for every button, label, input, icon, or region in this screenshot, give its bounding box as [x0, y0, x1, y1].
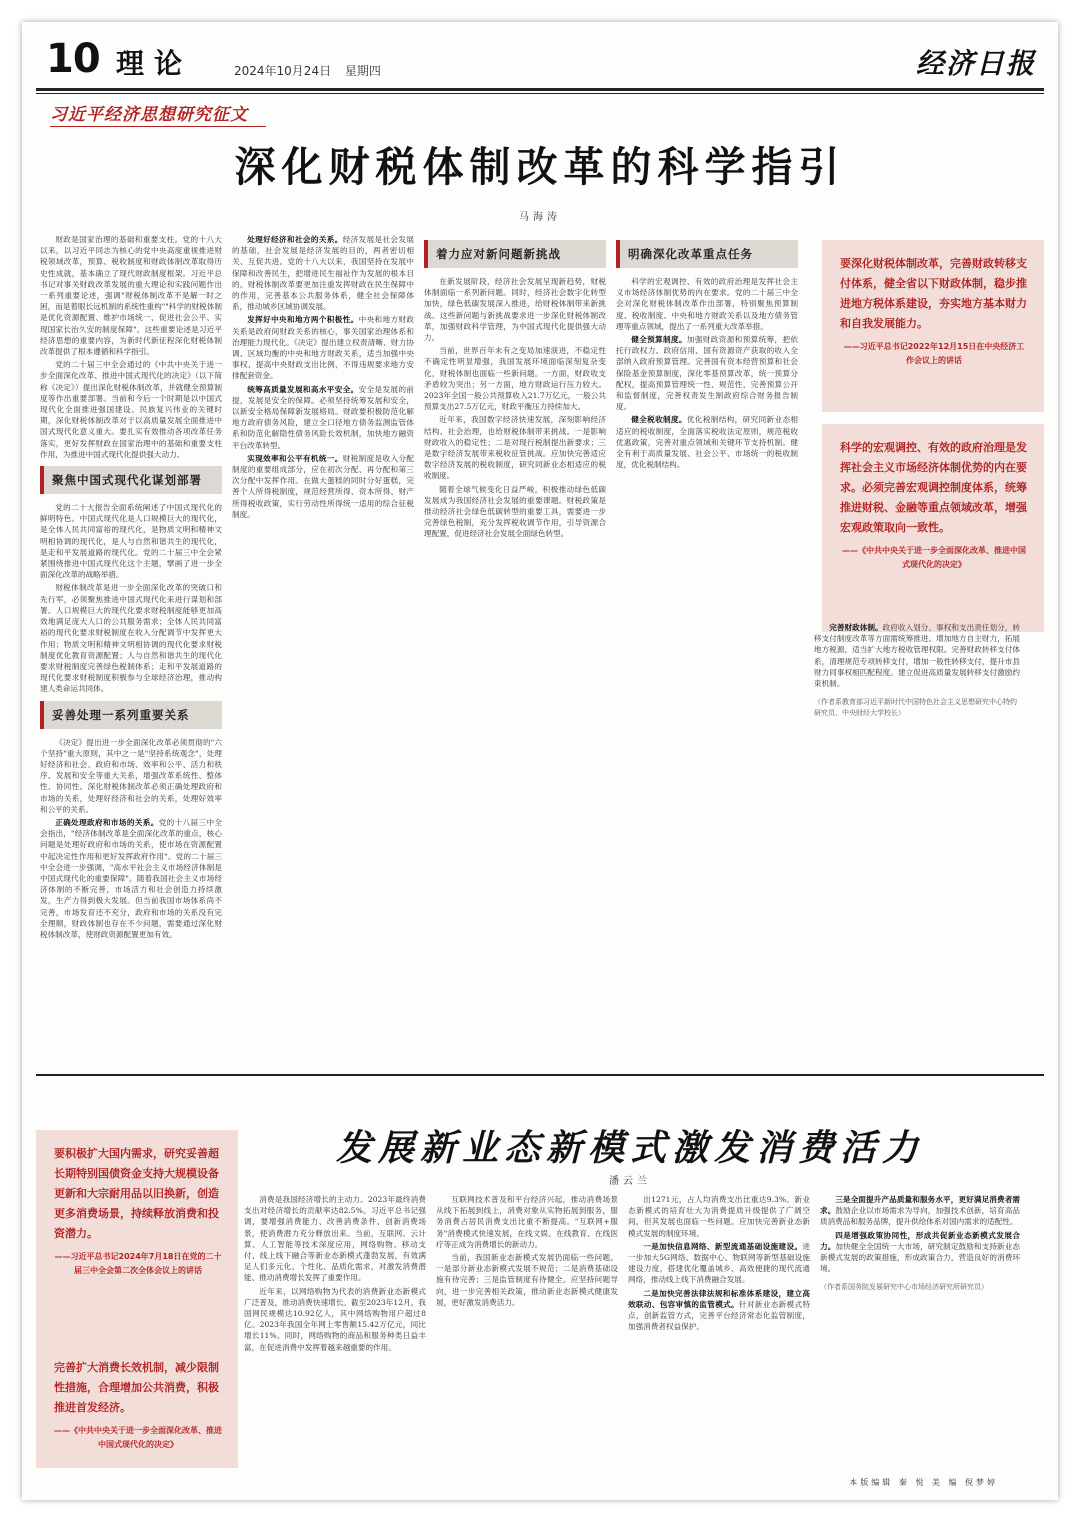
- article1-s2-bold3: 发挥好中央和地方两个积极性。: [247, 315, 359, 325]
- article2-text3: 互联网技术普及和平台经济兴起，推动消费场景从线下拓展到线上，消费对象从实物拓展到服务，服务消费占居民消费支出比重不断提高。"互联网+服务"消费模式快速发展，在线文娱、在线教育、在线医疗等正成为消费增长的新动力。: [436, 1195, 618, 1249]
- article1-column-3: [424, 234, 606, 1064]
- article2-bold1: 一是加快信息网络、新型流通基础设施建设。: [643, 1241, 803, 1251]
- article2-quote-1-text: 要积极扩大国内需求，研究妥善超长期特别国债资金支持大规模设备更新和大宗耐用品以旧换新，创造更多消费场景，持续释放消费和投资潜力。: [54, 1147, 219, 1240]
- article1-s2-text4: 经济发展是社会发展的基础，社会发展是经济发展的目的，两者密切相关、互促共进。党的十八大以来，我国坚持在发展中保障和改善民生，把增进民生福祉作为发展的根本目的。财税体制改革要更加注重发挥财政在民生保障中的作用，完善基本公共服务体系，健全社会保障体系，推动城乡区域协调发展。: [232, 235, 414, 312]
- dateline: [234, 62, 391, 79]
- article1-s2-bold5: 实现效率和公平有机统一。: [247, 453, 343, 463]
- article2-bold2: 二是加快完善法律法规和标准体系建设，建立高效联动、包容审慎的监管模式。: [628, 1288, 810, 1309]
- issue-weekday: 星期四: [344, 64, 381, 78]
- article2-text1: 消费是我国经济增长的主动力。2023年最终消费支出对经济增长的贡献率达82.5%。习近平总书记强调，要增强消费能力、改善消费条件、创新消费场景，使消费潜力充分释放出来。当前，互联网、云计算、人工智能等技术深度应用，网络购物、移动支付、线上线下融合等新业态新模式蓬勃发展，有效满足人们多元化、个性化、品质化需求，对激发消费潜能、推动消费增长发挥了重要作用。: [244, 1195, 426, 1283]
- article2-text7: 出1271元，占人均消费支出比重达9.3%。新业态新模式的培育壮大为消费提质升级提供了广阔空间，但其发展也面临一些问题。应加快完善新业态新模式发展的制度环境。: [628, 1195, 810, 1238]
- article1-s4-text2: 加强财政资源和预算统筹，把依托行政权力、政府信用、国有资源资产获取的收入全部纳入政府预算管理。完善国有资本经营预算和社会保险基金预算制度，深化零基预算改革，统一预算分配权，提高预算管理统一性、规范性，完善预算公开和监督制度，完善权责发生制政府综合财务报告制度。: [616, 335, 798, 412]
- article1-s2-text3: 党的十八届三中全会指出，"经济体制改革是全面深化改革的重点，核心问题是处理好政府和市场的关系，使市场在资源配置中起决定性作用和更好发挥政府作用"。党的二十届三中全会进一步强调，"高水平社会主义市场经济体制是中国式现代化的重要保障"。随着我国社会主义市场经济体制的不断完善，市场活力和社会创造力持续激发，生产力得到极大发展。但当前我国市场体系尚不完善，市场发育还不充分，政府和市场的关系没有完全理顺，财政体制也存在不少问题，需要通过深化财税体制改革，使财政资源配置更加有效。: [40, 817, 222, 939]
- masthead-rule-thin: [36, 93, 1044, 94]
- article1-subhead-4: 明确深化改革重点任务: [616, 240, 798, 268]
- article1-column-2: [232, 234, 414, 1064]
- article1-quote-1-source: ——习近平总书记2022年12月15日在中央经济工作会议上的讲话: [843, 342, 1025, 365]
- masthead: [36, 36, 1044, 92]
- article2-quote-2-source: ——《中共中央关于进一步全面深化改革、推进中国式现代化的决定》: [54, 1426, 222, 1449]
- article2-author-note: （作者系国务院发展研究中心市场经济研究所研究员）: [820, 1283, 988, 1292]
- article1-s2-bold2: 处理好经济和社会的关系。: [247, 235, 343, 244]
- article2-quote-2-text: 完善扩大消费长效机制，减少限制性措施，合理增加公共消费，积极推进首发经济。: [54, 1361, 219, 1414]
- article1-s2-bold1: 正确处理政府和市场的关系。: [55, 817, 159, 827]
- article1-s2-bold4: 统筹高质量发展和高水平安全。: [247, 384, 359, 394]
- newspaper-page: [22, 22, 1058, 1500]
- article2-author: 潘云兰: [609, 1176, 651, 1187]
- article2-column-1: [244, 1194, 426, 1476]
- masthead-rule: [36, 88, 1044, 91]
- newspaper-logo: 经济日报: [915, 47, 1036, 80]
- article2-column-2: [436, 1194, 618, 1476]
- article1-s4-bold1: 健全预算制度。: [631, 335, 687, 345]
- article2-text5: 进一步加大5G网络、数据中心、物联网等新型基础设施建设力度，搭建优化覆盖城乡、高效便捷的现代流通网络，推动线上线下消费融合发展。: [628, 1241, 810, 1285]
- article2-bold3: 三是全面提升产品质量和服务水平，更好满足消费者需求。: [820, 1195, 1020, 1216]
- column-tag-rule: [50, 126, 266, 127]
- article2-column-4: [820, 1194, 1020, 1472]
- article2-quote-1: [36, 1130, 238, 1352]
- article2-column-3: [628, 1194, 810, 1476]
- article1-s3-text2: 当前，世界百年未有之变局加速演进，不稳定性不确定性明显增强，我国发展环境面临深刻复杂变化，财税体制也面临一些新问题。一方面，财政收支矛盾较为突出；另一方面，地方财政运行压力较大。2023年全国一般公共预算收入21.7万亿元，一般公共预算支出27.5万亿元，财政平衡压力持续加大。: [424, 346, 606, 412]
- article1-s2-text5: 中央和地方财政关系是政府间财政关系的核心，事关国家治理体系和治理能力现代化。《决定》提出建立权责清晰、财力协调、区域均衡的中央和地方财政关系，适当加强中央事权、提高中央财政支出比例，不得违规要求地方安排配套资金。: [232, 315, 414, 381]
- article2-quote-2: [36, 1344, 238, 1468]
- article1-column-5: [814, 622, 1020, 1062]
- article2-title: 发展新业态新模式激发消费活力: [335, 1127, 924, 1169]
- page-number: 10: [46, 36, 100, 82]
- section-name: 理论: [116, 47, 193, 80]
- article1-quote-2: [822, 424, 1044, 632]
- article1-subhead-1: 聚焦中国式现代化谋划部署: [40, 466, 222, 494]
- article1-author: 马海涛: [519, 212, 561, 223]
- article1-title: 深化财税体制改革的科学指引: [234, 143, 846, 191]
- article1-column-4: [616, 234, 798, 1064]
- article1-s3-text: 在新发展阶段，经济社会发展呈现新趋势，财税体制面临一系列新问题。同时，经济社会数字化转型加快，绿色低碳发展深入推进，给财税体制带来新挑战。这些新问题与新挑战要求进一步深化财税体制改革，加强财政科学管理，为中国式现代化提供强大动力。: [424, 277, 606, 343]
- article1-s4-text3: 优化税制结构，研究同新业态相适应的税收制度，全面落实税收法定原则，规范税收优惠政策，完善对重点领域和关键环节支持机制。健全有利于高质量发展、社会公平、市场统一的税收制度，优化税制结构。: [616, 415, 798, 470]
- issue-date: 2024年10月24日: [234, 64, 332, 78]
- article1-column-1: [40, 234, 222, 1064]
- article1-s2-para: [40, 817, 222, 940]
- article1-s3-text4: 随着全球气候变化日益严峻，积极推动绿色低碳发展成为我国经济社会发展的重要课题。财税政策是推动经济社会绿色低碳转型的重要工具，需要进一步完善绿色税制，充分发挥税收调节作用，引导资源合理配置，促进经济社会发展全面绿色转型。: [424, 484, 606, 539]
- article1-subhead-2: 妥善处理一系列重要关系: [40, 701, 222, 729]
- article2-text2: 近年来，以网络购物为代表的消费新业态新模式广泛普及，推动消费快速增长。截至2023年12月，我国网民规模达10.92亿人，其中网络购物用户超过8亿。2023年我国全年网上零售额15.42万亿元，同比增长11%。同时，网络购物的商品和服务种类日益丰富，在促进消费中发挥着越来越重要的作用。: [244, 1286, 426, 1352]
- article1-s4-text4: 政府收入划分、事权和支出责任划分，转移支付制度改革等方面需统筹推进。增加地方自主财力，拓展地方税源，适当扩大地方税收管理权限。完善财政转移支付体系，清理规范专项转移支付，增加一般性转移支付，提升市县财力同事权相匹配程度。建立促进高质量发展转移支付激励约束机制。: [814, 623, 1020, 689]
- article2-bold4: 四是增强政策协同性，形成共促新业态新模式发展合力。: [820, 1230, 1020, 1251]
- article1-s1-text2: 财税体制改革是进一步全面深化改革的突破口和先行军，必须聚焦推进中国式现代化来进行谋划和部署。人口规模巨大的现代化要求财税制度能够更加高效地满足庞大人口的公共服务需求；全体人民共同富裕的现代化要求财税制度在收入分配调节中发挥更大作用；物质文明和精神文明相协调的现代化要求财税制度优化教育资源配置；人与自然和谐共生的现代化要求财税制度完善绿色税制体系；走和平发展道路的现代化要求财税制度积极参与全球经济治理，推动构建人类命运共同体。: [40, 583, 222, 694]
- article1-s4-bold3: 完善财政体制。: [829, 623, 883, 632]
- article2-text8: 鼓励企业以市场需求为导向，加强技术创新，培育高品质消费品和服务品牌，提升供给体系对国内需求的适配性。: [820, 1206, 1020, 1227]
- article1-quote-2-text: 科学的宏观调控、有效的政府治理是发挥社会主义市场经济体制优势的内在要求。必须完善宏观调控制度体系，统筹推进财税、金融等重点领域改革，增强宏观政策取向一致性。: [840, 441, 1027, 534]
- article1-s2-text7: 财税制度是收入分配制度的重要组成部分，应在初次分配、再分配和第三次分配中发挥作用。在做大蛋糕的同时分好蛋糕，完善个人所得税制度，规范经营所得、资本所得、财产所得税收政策，实行劳动性所得统一适用的综合征税制度。: [232, 453, 414, 519]
- article2-text6: 针对新业态新模式特点，创新监管方式，完善平台经济常态化监管制度，加强消费者权益保护。: [628, 1299, 810, 1332]
- article1-quote-1: [822, 240, 1044, 412]
- article1-s2-text6: 安全是发展的前提，发展是安全的保障。必须坚持统筹发展和安全，以新安全格局保障新发展格局。财政要积极防范化解地方政府债务风险，建立全口径地方债务监测监管体系和防范化解隐性债务风险长效机制，加快地方融资平台改革转型。: [232, 384, 414, 450]
- article1-intro2: 党的二十届三中全会通过的《中共中央关于进一步全面深化改革、推进中国式现代化的决定》（以下简称《决定》）提出深化财税体制改革，并就健全预算制度等作出重要部署。当前和今后一个时期是以中国式现代化全面推进强国建设、民族复兴伟业的关键时期，深化财税体制改革对于以高质量发展全面推进中国式现代化意义重大。要扎实有效推动各项改革任务落实，更好发挥财政在国家治理中的基础和重要支柱作用，为推进中国式现代化提供强大动力。: [40, 360, 222, 459]
- article1-intro: 财政是国家治理的基础和重要支柱。党的十八大以来，以习近平同志为核心的党中央高度重视推进财税领域改革，预算、税收制度和财政体制改革取得历史性成就，基本确立了现代财政制度框架。习近平总书记对事关财政改革发展的重大理论和实践问题作出一系列重要论述，强调"财税体制改革不是解一时之困，而是着眼长远机制的系统性重构""科学的财税体制是优化资源配置、维护市场统一、促进社会公平、实现国家长治久安的制度保障"。这些重要论述是习近平经济思想的重要内容，为新时代新征程深化财税体制改革提供了根本遵循和科学指引。: [40, 235, 222, 357]
- article1-author-note: （作者系教育部习近平新时代中国特色社会主义思想研究中心特约研究员、中央财经大学校长）: [814, 698, 1017, 718]
- page-editors: 本版编辑 秦 悦 美 编 倪梦婷: [849, 1478, 998, 1487]
- article2-quote-1-source: ——习近平总书记2024年7月18日在党的二十届三中全会第二次全体会议上的讲话: [54, 1252, 222, 1275]
- article2-text4: 当前，我国新业态新模式发展仍面临一些问题。一是部分新业态新模式发展不规范；二是消费基础设施有待完善；三是监管制度有待健全。应坚持问题导向，进一步完善相关政策，推动新业态新模式健康发展，更好激发消费活力。: [436, 1253, 618, 1307]
- article1-s3-text3: 近年来，我国数字经济快速发展，深刻影响经济结构、社会治理，也给财税体制带来挑战。一是影响财政收入的稳定性；二是对现行税制提出新要求；三是数字经济发展带来税收征管挑战。应加快完善适应数字经济发展的税收制度，研究同新业态相适应的税收制度。: [424, 415, 606, 481]
- article1-subhead-3: 着力应对新问题新挑战: [424, 240, 606, 268]
- article2-text9: 加快健全全国统一大市场，研究制定鼓励和支持新业态新模式发展的政策措施，形成政策合力，营造良好的消费环境。: [820, 1241, 1020, 1274]
- article1-s2-text: 《决定》提出进一步全面深化改革必须贯彻的"六个坚持"重大原则，其中之一是"坚持系统观念"，处理好经济和社会、政府和市场、效率和公平、活力和秩序、发展和安全等重大关系，增强改革系统性、整体性、协同性。深化财税体制改革必须正确处理政府和市场的关系，处理好经济和社会的关系，处理好效率和公平的关系。: [40, 737, 222, 814]
- article1-quote-2-source: ——《中共中央关于进一步全面深化改革、推进中国式现代化的决定》: [842, 546, 1026, 569]
- article1-s4-bold2: 健全税收制度。: [631, 415, 687, 425]
- article-divider: [36, 1074, 1044, 1076]
- article1-s1-text: 党的二十大报告全面系统阐述了中国式现代化的鲜明特色。中国式现代化是人口规模巨大的现代化，是全体人民共同富裕的现代化，是物质文明和精神文明相协调的现代化，是人与自然和谐共生的现代化，是走和平发展道路的现代化。党的二十届三中全会紧紧围绕推进中国式现代化这个主题，擘画了进一步全面深化改革的战略举措。: [40, 503, 222, 580]
- article1-s4-text: 科学的宏观调控、有效的政府治理是发挥社会主义市场经济体制优势的内在要求。党的二十届三中全会对深化财税体制改革作出部署，特别聚焦预算制度、税收制度、中央和地方财政关系以及地方债务管理等重点领域，提出了一系列重大改革举措。: [616, 277, 798, 331]
- article1-quote-1-text: 要深化财税体制改革，完善财政转移支付体系，健全省以下财政体制，稳步推进地方税体系建设，夯实地方基本财力和自我发展能力。: [840, 257, 1027, 330]
- column-tag: 习近平经济思想研究征文: [50, 105, 248, 125]
